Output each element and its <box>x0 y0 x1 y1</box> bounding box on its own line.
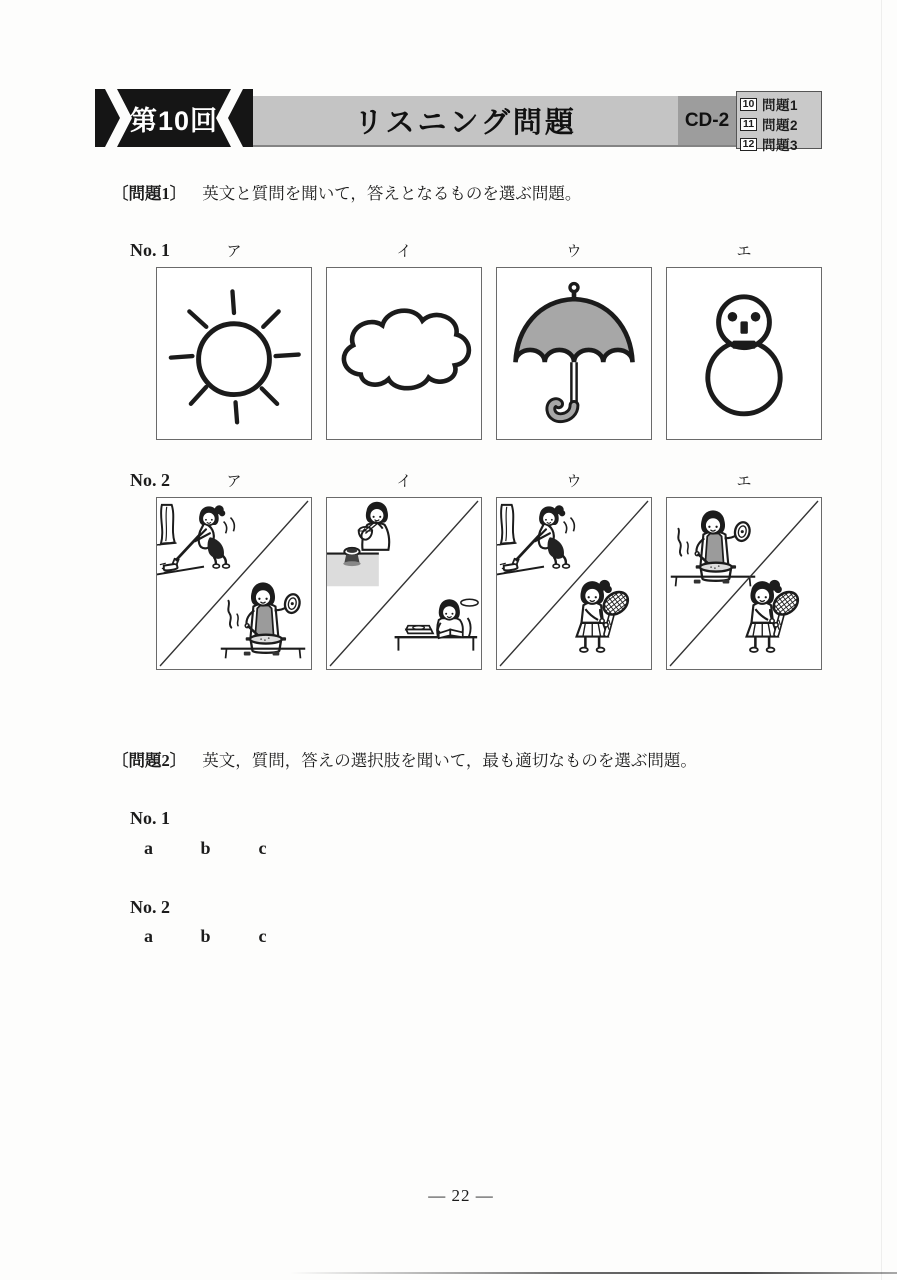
problem1-question2-labels <box>156 470 822 491</box>
round-label: 第10回 <box>129 105 219 136</box>
choice-b: b <box>200 838 211 858</box>
option-box-sun <box>156 267 312 440</box>
header-bar <box>253 96 736 147</box>
track-label: 問題3 <box>762 138 799 153</box>
problem1-question2-options <box>156 497 822 670</box>
track-row <box>740 134 819 154</box>
track-number: 10 <box>740 98 757 111</box>
track-row <box>740 114 819 134</box>
cooking-tennis-illustration <box>667 498 821 669</box>
page-title: リスニング問題 <box>354 107 577 139</box>
problem1-question2-number: No. 2 <box>130 470 170 490</box>
problem1-question1-options <box>156 267 822 440</box>
page-number: — 22 — <box>428 1186 494 1205</box>
option-label-a: ア <box>226 474 242 490</box>
cloud-icon <box>327 268 481 439</box>
track-number: 11 <box>740 118 757 131</box>
problem1-heading: 〔問題1〕 <box>112 184 187 203</box>
option-box-umbrella <box>496 267 652 440</box>
option-label-a: ア <box>226 244 242 260</box>
option-label-u: ウ <box>566 474 582 490</box>
problem2-instruction-line <box>112 747 697 771</box>
track-list <box>736 91 822 153</box>
problem2-question2-choices <box>120 926 291 947</box>
option-box-snowman <box>666 267 822 440</box>
choice-c: c <box>258 838 267 858</box>
track-label: 問題1 <box>762 98 799 113</box>
problem1-instruction: 英文と質問を聞いて，答えとなるものを選ぶ問題。 <box>202 184 582 203</box>
option-label-u: ウ <box>566 244 582 260</box>
sun-icon <box>157 268 311 439</box>
page-header <box>95 89 822 153</box>
problem1-instruction-line <box>112 180 581 204</box>
snowman-icon <box>667 268 821 439</box>
scan-edge-right <box>881 0 882 1280</box>
problem2-question1-number: No. 1 <box>130 808 170 828</box>
option-box-vacuum-tennis <box>496 497 652 670</box>
scan-edge-line <box>290 1272 897 1275</box>
problem2-question1-choices <box>120 838 291 859</box>
problem1-question1-number: No. 1 <box>130 240 170 260</box>
option-box-cloud <box>326 267 482 440</box>
problem2-instruction: 英文，質問，答えの選択肢を聞いて，最も適切なものを選ぶ問題。 <box>202 751 697 770</box>
problem2-heading: 〔問題2〕 <box>112 751 187 770</box>
vacuuming-tennis-illustration <box>497 498 651 669</box>
track-row <box>740 94 819 114</box>
choice-b: b <box>200 926 211 946</box>
cd-label: CD-2 <box>678 96 736 145</box>
choice-a: a <box>144 838 153 858</box>
option-label-e: エ <box>736 244 752 260</box>
option-box-cook-tennis <box>666 497 822 670</box>
eating-studying-illustration <box>327 498 481 669</box>
vacuuming-cooking-illustration <box>157 498 311 669</box>
choice-c: c <box>258 926 267 946</box>
option-label-i: イ <box>396 244 412 260</box>
umbrella-icon <box>497 268 651 439</box>
problem2-question2-number: No. 2 <box>130 897 170 917</box>
problem1-question1-labels <box>156 240 822 261</box>
option-label-i: イ <box>396 474 412 490</box>
track-number: 12 <box>740 138 757 151</box>
option-box-vacuum-cook <box>156 497 312 670</box>
option-label-e: エ <box>736 474 752 490</box>
round-banner <box>95 89 253 147</box>
option-box-eat-study <box>326 497 482 670</box>
choice-a: a <box>144 926 153 946</box>
track-label: 問題2 <box>762 118 799 133</box>
